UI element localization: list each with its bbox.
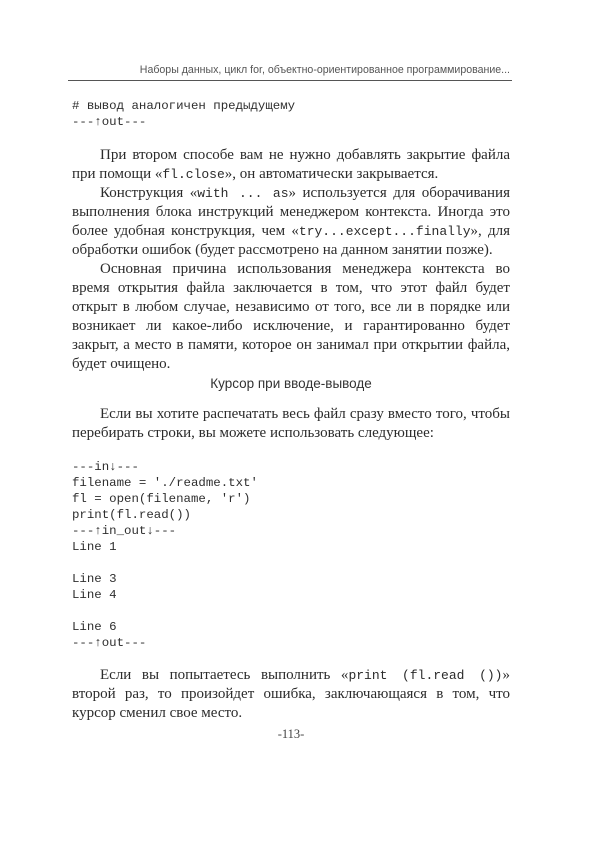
code-line: # вывод аналогичен предыдущему	[72, 99, 296, 113]
inline-code: print (fl.read ())	[348, 668, 503, 683]
paragraph	[72, 666, 510, 723]
paragraph: Основная причина использования менеджера контекста во время открытия файла заключается в том, что этот файл будет открыт в любом случае, независимо от того, все ли в порядке или возникает ли какое-либо исключение, и гарантированно будет закрыт, а место в памяти, которое он занимал при открытии файла, будет очищено.	[72, 261, 510, 372]
inline-code: with ... as	[197, 186, 289, 201]
paragraph: Если вы хотите распечатать весь файл сразу вместо того, чтобы перебирать строки, вы можете использовать следующее:	[72, 406, 510, 441]
text-run: Если вы попытаетесь выполнить «	[100, 667, 349, 683]
code-line: Line 4	[72, 588, 117, 602]
code-line: ---↑out---	[72, 636, 147, 650]
code-line	[72, 555, 258, 571]
body-text-read-all	[72, 405, 510, 443]
body-text-context-manager	[72, 146, 510, 374]
header-rule	[68, 80, 512, 81]
code-line: fl = open(filename, 'r')	[72, 492, 251, 506]
running-head: Наборы данных, цикл for, объектно-ориентированное программирование...	[139, 64, 510, 76]
text-run: Конструкция «	[100, 185, 198, 201]
code-line: filename = './readme.txt'	[72, 476, 258, 490]
page-number: -113-	[277, 727, 305, 741]
paragraph	[72, 146, 510, 184]
code-line: ---↑out---	[72, 115, 147, 129]
text-run: » второй раз, то произойдет ошибка, заключающаяся в том, что курсор сменил свое место.	[72, 667, 510, 721]
section-heading: Курсор при вводе-выводе	[210, 376, 372, 391]
inline-code: fl.close	[162, 167, 225, 182]
code-line	[72, 603, 258, 619]
code-block-output-comment	[72, 98, 295, 130]
code-line: Line 6	[72, 620, 117, 634]
code-line: print(fl.read())	[72, 508, 191, 522]
text-run: », он автоматически закрывается.	[224, 166, 439, 182]
paragraph	[72, 184, 510, 260]
text-run: » используется для оборачивания выполнения блока инструкций менеджером контекста. Иногда это более удобная конструкция, чем «	[72, 185, 510, 239]
code-line: ---↑in_out↓---	[72, 524, 177, 538]
text-run: », для обработки ошибок (будет рассмотрено на данном занятии позже).	[72, 223, 510, 258]
code-line: Line 3	[72, 572, 117, 586]
inline-code: try...except...finally	[298, 224, 471, 239]
code-line: ---in↓---	[72, 460, 139, 474]
code-line: Line 1	[72, 540, 117, 554]
code-block-read-file	[72, 459, 258, 651]
body-text-cursor-error	[72, 666, 510, 723]
text-run: При втором способе вам не нужно добавлять закрытие файла при помощи «	[72, 147, 510, 182]
